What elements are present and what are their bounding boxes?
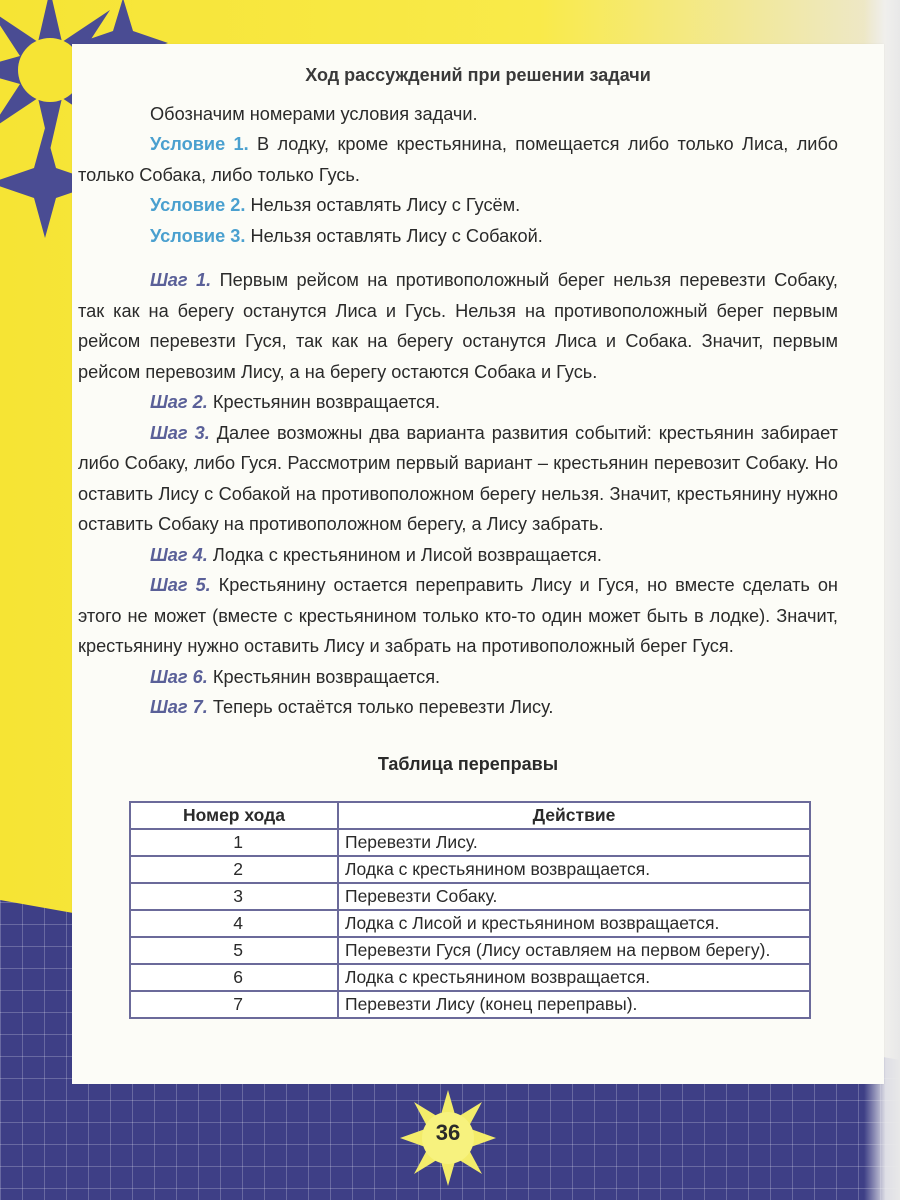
condition-2 — [78, 190, 838, 221]
move-number-cell: 1 — [130, 829, 338, 856]
condition-1 — [78, 129, 838, 190]
column-header-move-number: Номер хода — [130, 802, 338, 829]
action-cell: Лодка с Лисой и крестьянином возвращается. — [338, 910, 810, 937]
table-row — [130, 964, 810, 991]
action-cell: Лодка с крестьянином возвращается. — [338, 964, 810, 991]
move-number-cell: 5 — [130, 937, 338, 964]
step-label: Шаг 6. — [150, 666, 208, 687]
condition-text: В лодку, кроме крестьянина, помещается либо только Лиса, либо только Собака, либо только Гусь. — [78, 134, 838, 185]
step-label: Шаг 3. — [150, 422, 210, 443]
step-7 — [78, 692, 838, 723]
step-3 — [78, 418, 838, 540]
condition-text: Нельзя оставлять Лису с Собакой. — [245, 225, 543, 246]
step-2 — [78, 387, 838, 418]
table-row — [130, 883, 810, 910]
table-row — [130, 937, 810, 964]
step-text: Крестьянину остается переправить Лису и Гуся, но вместе сделать он этого не может (вместе с крестьянином только кто-то один может быть в лодке). Значит, крестьянину нужно оставить Лису и забрать на противоположный берег Гуся. — [78, 575, 838, 656]
condition-text: Нельзя оставлять Лису с Гусём. — [245, 195, 521, 215]
condition-label: Условие 2. — [150, 195, 246, 215]
action-cell: Перевезти Собаку. — [338, 883, 810, 910]
condition-label: Условие 1. — [150, 134, 249, 154]
step-4 — [78, 540, 838, 571]
table-row — [130, 991, 810, 1018]
table-row — [130, 829, 810, 856]
crossing-table — [129, 801, 811, 1019]
column-header-action: Действие — [338, 802, 810, 829]
move-number-cell: 7 — [130, 991, 338, 1018]
step-label: Шаг 5. — [150, 575, 211, 595]
move-number-cell: 2 — [130, 856, 338, 883]
step-label: Шаг 1. — [150, 270, 212, 290]
table-header-row — [130, 802, 810, 829]
step-5 — [78, 570, 838, 662]
action-cell: Перевезти Гуся (Лису оставляем на первом берегу). — [338, 937, 810, 964]
condition-label: Условие 3. — [150, 225, 246, 246]
action-cell: Лодка с крестьянином возвращается. — [338, 856, 810, 883]
step-label: Шаг 2. — [150, 392, 208, 412]
table-row — [130, 856, 810, 883]
page-heading: Ход рассуждений при решении задачи — [305, 65, 651, 85]
condition-3 — [78, 221, 838, 252]
move-number-cell: 4 — [130, 910, 338, 937]
step-text: Лодка с крестьянином и Лисой возвращается. — [207, 544, 602, 565]
step-text: Далее возможны два варианта развития событий: крестьянин забирает либо Собаку, либо Гуся. Рассмотрим первый вариант – крестьянин перевозит Собаку. Но оставить Лису с Собакой на противоположном берегу нельзя. Значит, крестьянину нужно оставить Собаку на противоположном берегу, а Лису забрать. — [78, 422, 838, 534]
step-1 — [78, 265, 838, 387]
step-text: Крестьянин возвращается. — [207, 392, 441, 412]
table-title: Таблица переправы — [377, 753, 559, 774]
action-cell: Перевезти Лису (конец переправы). — [338, 991, 810, 1018]
step-label: Шаг 4. — [150, 544, 208, 565]
move-number-cell: 3 — [130, 883, 338, 910]
step-6 — [78, 662, 838, 693]
main-content — [78, 60, 838, 789]
action-cell: Перевезти Лису. — [338, 829, 810, 856]
page-number: 36 — [435, 1120, 461, 1145]
table-row — [130, 910, 810, 937]
intro-text: Обозначим номерами условия задачи. — [150, 103, 478, 124]
step-text: Теперь остаётся только перевезти Лису. — [207, 697, 554, 717]
step-label: Шаг 7. — [150, 697, 208, 717]
move-number-cell: 6 — [130, 964, 338, 991]
step-text: Крестьянин возвращается. — [207, 666, 441, 687]
step-text: Первым рейсом на противоположный берег нельзя перевезти Собаку, так как на берегу останутся Лиса и Гусь. Нельзя на противоположный берег первым рейсом перевезти Гуся, так как на берегу останутся Лиса и Собака. Значит, первым рейсом перевозим Лису, а на берегу остаются Собака и Гусь. — [78, 270, 838, 382]
